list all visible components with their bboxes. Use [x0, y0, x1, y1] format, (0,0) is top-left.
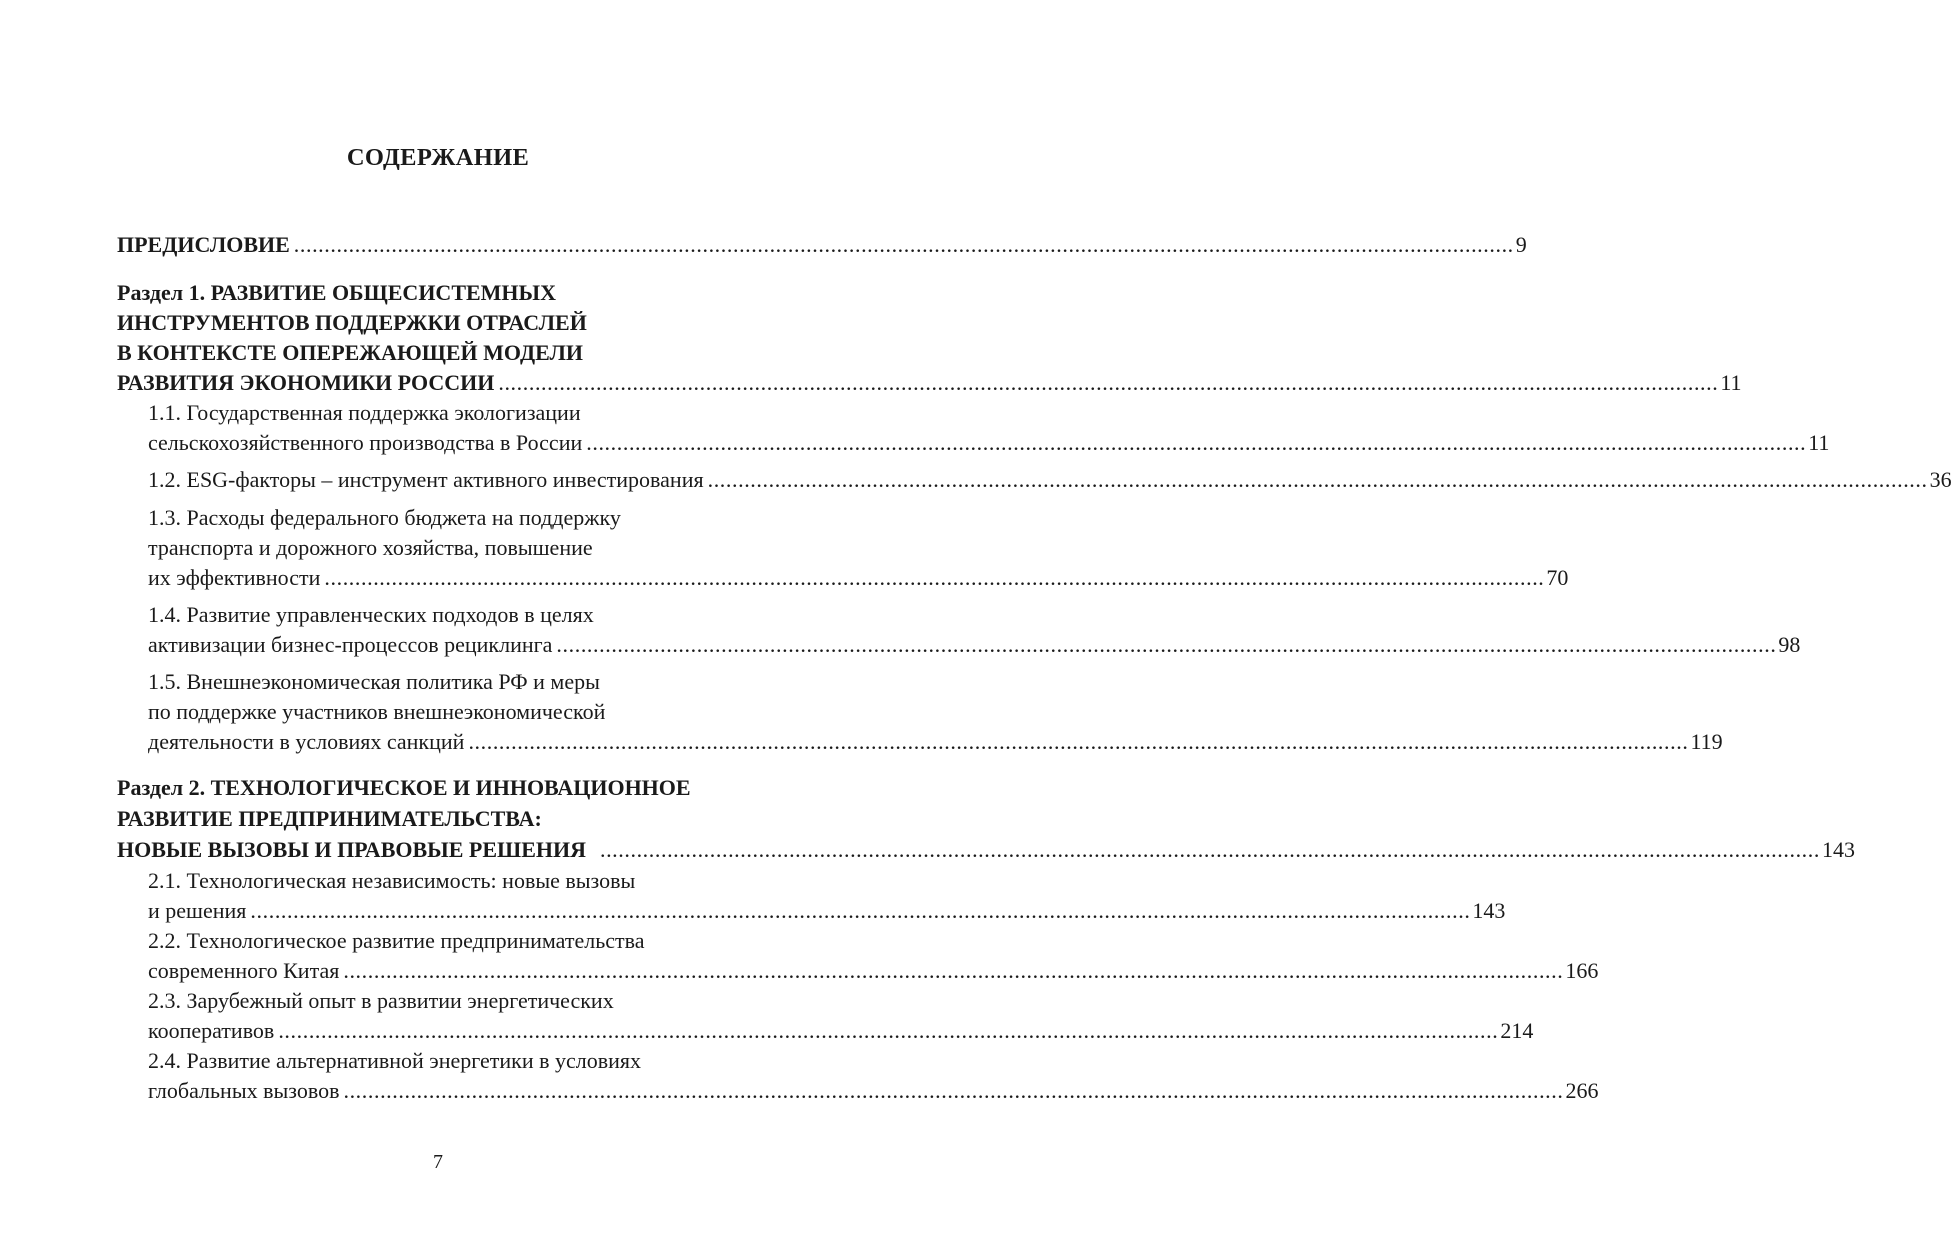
toc-page-number: 36 [1929, 467, 1952, 492]
toc-item-line: 2.1. Технологическая независимость: новые вызовы [148, 868, 636, 893]
toc-item-line: сельскохозяйственного производства в России [148, 430, 583, 455]
toc-page-number: 9 [1515, 232, 1527, 257]
toc-entry-section2[interactable] [117, 835, 1855, 865]
toc-entry-1-5[interactable] [148, 727, 1723, 757]
section1-title-line: В КОНТЕКСТЕ ОПЕРЕЖАЮЩЕЙ МОДЕЛИ [117, 340, 583, 365]
toc-entry-preface[interactable] [117, 230, 1527, 260]
toc-item-line: 1.1. Государственная поддержка экологизации [148, 400, 581, 425]
toc-item-line: по поддержке участников внешнеэкономической [148, 699, 606, 724]
toc-page-number: 214 [1500, 1018, 1534, 1043]
toc-item-line: 2.3. Зарубежный опыт в развитии энергетических [148, 988, 614, 1013]
toc-item-line: и решения [148, 898, 247, 923]
toc-page-number: 70 [1546, 565, 1569, 590]
toc-item-line: 1.2. ESG-факторы – инструмент активного инвестирования [148, 467, 704, 492]
toc-leader-dots: ........................................................................................................................................................................................................ [556, 632, 1777, 657]
toc-leader-dots: ........................................................................................................................................................................................................ [586, 430, 1807, 455]
toc-item-line: 2.2. Технологическое развитие предпринимательства [148, 928, 645, 953]
toc-item-line: глобальных вызовов [148, 1078, 340, 1103]
toc-item-line: кооперативов [148, 1018, 275, 1043]
toc-item-line: современного Китая [148, 958, 340, 983]
toc-item-line: деятельности в условиях санкций [148, 729, 465, 754]
toc-leader-dots: ........................................................................................................................................................................................................ [278, 1018, 1499, 1043]
toc-entry-2-4[interactable] [148, 1076, 1599, 1106]
toc-page-number: 119 [1690, 729, 1723, 754]
section2-title-line: НОВЫЕ ВЫЗОВЫ И ПРАВОВЫЕ РЕШЕНИЯ [117, 837, 586, 862]
toc-entry-2-3[interactable] [148, 1016, 1534, 1046]
toc-entry-section1[interactable] [117, 368, 1742, 398]
section2-title-line: Раздел 2. ТЕХНОЛОГИЧЕСКОЕ И ИННОВАЦИОННОЕ [117, 775, 691, 800]
toc-entry-title: ПРЕДИСЛОВИЕ [117, 232, 290, 257]
toc-leader-dots: ........................................................................................................................................................................................................ [324, 565, 1545, 590]
section2-title-line: РАЗВИТИЕ ПРЕДПРИНИМАТЕЛЬСТВА: [117, 806, 542, 831]
section1-title-line: РАЗВИТИЯ ЭКОНОМИКИ РОССИИ [117, 370, 495, 395]
toc-entry-1-1[interactable] [148, 428, 1830, 458]
toc-item-line: их эффективности [148, 565, 321, 590]
toc-leader-dots: ........................................................................................................................................................................................................ [250, 898, 1471, 923]
toc-item-line: активизации бизнес-процессов рециклинга [148, 632, 553, 657]
toc-page-number: 143 [1472, 898, 1506, 923]
page-title: СОДЕРЖАНИЕ [346, 144, 530, 171]
toc-leader-dots: ........................................................................................................................................................................................................ [707, 467, 1928, 492]
toc-item-line: 1.3. Расходы федерального бюджета на поддержку [148, 505, 621, 530]
toc-page-number: 166 [1565, 958, 1599, 983]
section1-title-line: Раздел 1. РАЗВИТИЕ ОБЩЕСИСТЕМНЫХ [117, 280, 557, 305]
toc-item-line: 1.5. Внешнеэкономическая политика РФ и меры [148, 669, 600, 694]
toc-leader-dots: ........................................................................................................................................................................................................ [498, 370, 1719, 395]
toc-leader-dots: ........................................................................................................................................................................................................ [293, 232, 1514, 257]
toc-page-number: 98 [1778, 632, 1801, 657]
toc-page-number: 143 [1821, 837, 1855, 862]
toc-item-line: 2.4. Развитие альтернативной энергетики в условиях [148, 1048, 642, 1073]
toc-entry-1-2[interactable] [148, 465, 1952, 495]
section1-title-line: ИНСТРУМЕНТОВ ПОДДЕРЖКИ ОТРАСЛЕЙ [117, 310, 587, 335]
toc-leader-dots: ........................................................................................................................................................................................................ [343, 1078, 1564, 1103]
toc-leader-dots: ........................................................................................................................................................................................................ [343, 958, 1564, 983]
page-number: 7 [433, 1151, 443, 1173]
toc-leader-dots: ........................................................................................................................................................................................................ [599, 837, 1820, 862]
toc-entry-2-2[interactable] [148, 956, 1599, 986]
toc-leader-dots: ........................................................................................................................................................................................................ [468, 729, 1689, 754]
toc-page-number: 11 [1720, 370, 1742, 395]
toc-page-number: 266 [1565, 1078, 1599, 1103]
toc-item-line: 1.4. Развитие управленческих подходов в целях [148, 602, 594, 627]
toc-entry-1-4[interactable] [148, 630, 1801, 660]
toc-entry-2-1[interactable] [148, 896, 1506, 926]
toc-page-number: 11 [1808, 430, 1830, 455]
toc-entry-1-3[interactable] [148, 563, 1569, 593]
toc-item-line: транспорта и дорожного хозяйства, повышение [148, 535, 593, 560]
